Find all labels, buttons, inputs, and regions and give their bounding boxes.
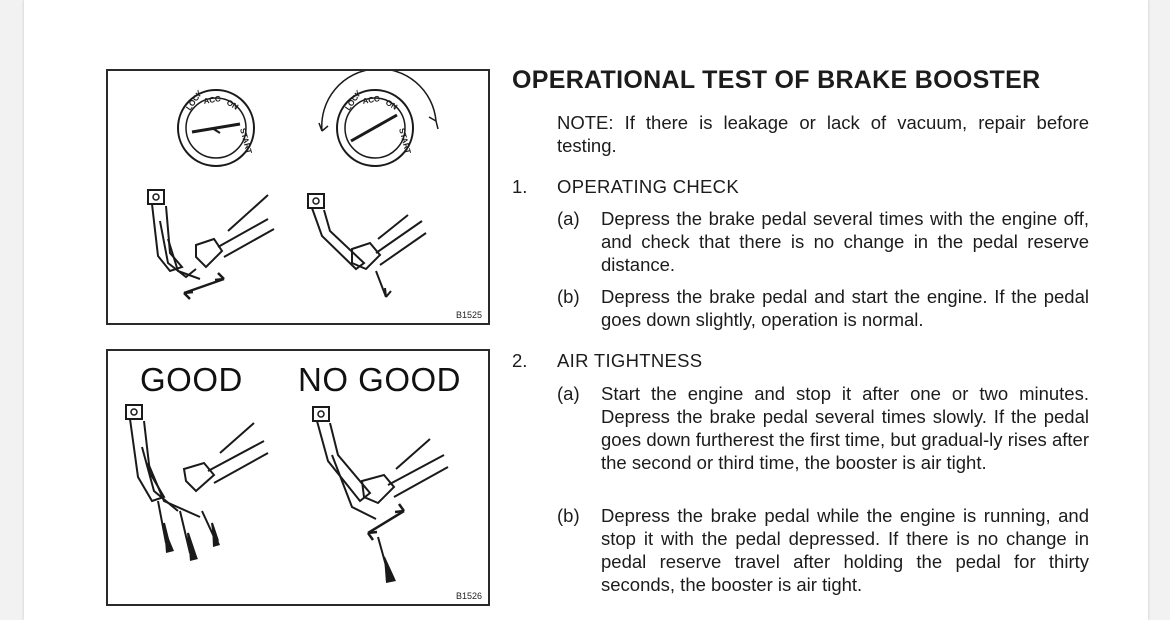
left-start-label: START xyxy=(238,127,254,155)
right-on-label: ON xyxy=(384,97,399,112)
item-text: Depress the brake pedal while the engine is running, and stop it with the pedal depressed. If there is no change in pedal reserve travel after holding the pedal for thirty seconds, the booster is air tight. xyxy=(601,505,1089,595)
page-title: OPERATIONAL TEST OF BRAKE BOOSTER xyxy=(512,66,1041,94)
item-text: Start the engine and stop it after one or two minutes. Depress the brake pedal several times slowly. If the pedal goes down furtherest the first time, but gradual-ly rises after the second or third time, the booster is air tight. xyxy=(601,383,1089,473)
section-number: 2. xyxy=(512,350,528,371)
item-text: Depress the brake pedal and start the engine. If the pedal goes down slightly, operation is normal. xyxy=(601,286,1089,330)
manual-page xyxy=(24,0,1148,620)
operating-check-illustration xyxy=(108,71,488,323)
no-good-label: NO GOOD xyxy=(298,361,462,398)
item-marker: (b) xyxy=(557,286,580,307)
list-item xyxy=(557,285,1089,331)
left-on-label: ON xyxy=(225,97,240,112)
figure-air-tightness xyxy=(106,349,490,606)
figure-code: B1525 xyxy=(455,310,482,320)
item-marker: (a) xyxy=(557,383,580,404)
note-text: NOTE: If there is leakage or lack of vacuum, repair before testing. xyxy=(557,112,1089,156)
item-marker: (a) xyxy=(557,208,580,229)
list-item xyxy=(557,207,1089,276)
figure-operating-check xyxy=(106,69,490,325)
good-label: GOOD xyxy=(140,361,243,398)
item-marker: (b) xyxy=(557,505,580,526)
list-item xyxy=(557,504,1089,596)
figure-code: B1526 xyxy=(455,591,482,601)
left-acc-label: ACC xyxy=(202,94,222,106)
section-heading-operating-check: OPERATING CHECK xyxy=(557,176,739,197)
section-heading-air-tightness: AIR TIGHTNESS xyxy=(557,350,703,371)
right-start-label: START xyxy=(397,127,413,155)
left-lock-label: LOCK xyxy=(184,88,205,113)
item-text: Depress the brake pedal several times with the engine off, and check that there is no change in the pedal reserve distance. xyxy=(601,208,1089,275)
section-number: 1. xyxy=(512,176,528,197)
right-lock-label: LOCK xyxy=(343,88,364,113)
right-acc-label: ACC xyxy=(361,94,381,106)
list-item xyxy=(557,382,1089,474)
